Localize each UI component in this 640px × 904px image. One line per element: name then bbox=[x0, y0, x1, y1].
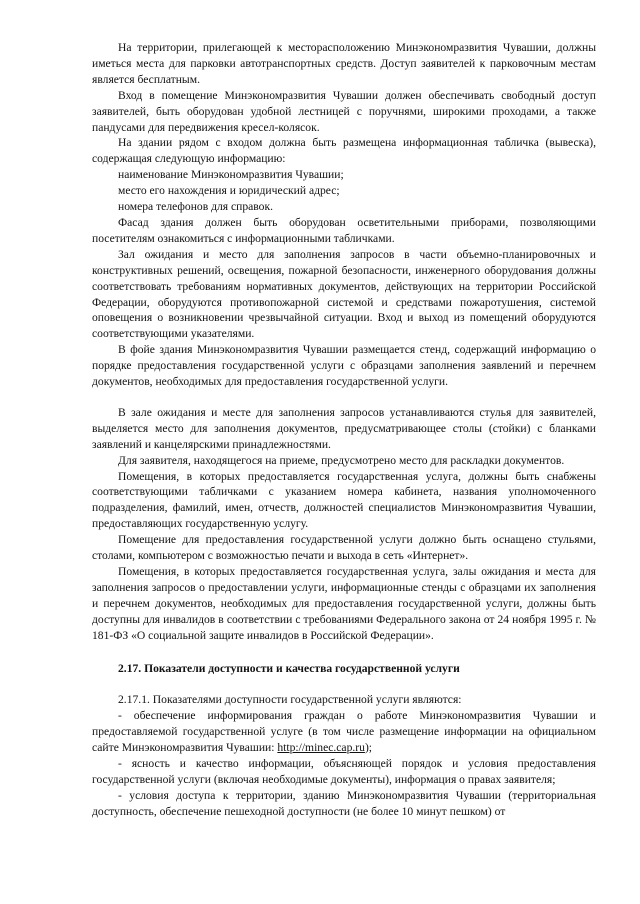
signboard-item-phones: номера телефонов для справок. bbox=[118, 200, 274, 214]
signboard-item-address: место его нахождения и юридический адрес; bbox=[118, 184, 340, 198]
paragraph-foyer-stand: В фойе здания Минэкономразвития Чувашии размещается стенд, содержащий информацию о порядке предоставления государственной услуги с образцами заполнения заявлений и перечнем документов, необходимых для предоставления государственной услуги. bbox=[92, 343, 596, 389]
bullet-informing bbox=[92, 708, 596, 756]
paragraph-waiting-hall: Зал ожидания и место для заполнения запросов в части объемно-планировочных и конструктивных решений, освещения, пожарной безопасности, инженерного оборудования должны соответствовать требованиям нормативных документов, действующих на территории Российской Федерации, оборудуются противопожарной системой и средствами пожаротушения, системой оповещения о возникновении чрезвычайной ситуации. Вход и выход из помещений оборудуются соответствующими указателями. bbox=[92, 247, 596, 341]
bullet-clarity: - ясность и качество информации, объясняющей порядок и условия предоставления государственной услуги (включая необходимые документы), информация о правах заявителя; bbox=[92, 757, 596, 786]
bullet-access-conditions: - условия доступа к территории, зданию Минэкономразвития Чувашии (территориальная доступность, обеспечение пешеходной доступности (не более 10 минут пешком) от bbox=[92, 788, 596, 818]
signboard-item-name: наименование Минэкономразвития Чувашии; bbox=[118, 168, 344, 182]
paragraph-documents-place: Для заявителя, находящегося на приеме, предусмотрено место для раскладки документов. bbox=[118, 453, 565, 467]
paragraph-facade: Фасад здания должен быть оборудован осветительными приборами, позволяющими посетителям ознакомиться с информационными табличками. bbox=[92, 215, 596, 245]
paragraph-signboard: На здании рядом с входом должна быть размещена информационная табличка (вывеска), содержащая следующую информацию: bbox=[92, 136, 596, 166]
bullet-informing-tail: ); bbox=[364, 741, 373, 755]
document-body bbox=[92, 40, 596, 820]
paragraph-accessibility: Помещения, в которых предоставляется государственная услуга, залы ожидания и места для заполнения запросов о предоставлении услуги, информационные стенды с образцами их заполнения и перечнем документов, необходимых для предоставления государственной услуги, должны быть доступны для инвалидов в соответствии с требованиями Федерального закона от 24 ноября 1995 г. № 181-ФЗ «О социальной защите инвалидов в Российской Федерации». bbox=[92, 565, 596, 642]
paragraph-equipment: Помещение для предоставления государственной услуги должно быть оснащено стульями, столами, компьютером с возможностью печати и выхода в сеть «Интернет». bbox=[92, 533, 596, 563]
paragraph-parking: На территории, прилегающей к месторасположению Минэкономразвития Чувашии, должны иметься места для парковки автотранспортных средств. Доступ заявителей к парковочным местам является бесплатным. bbox=[92, 41, 596, 86]
section-heading: 2.17. Показатели доступности и качества государственной услуги bbox=[118, 661, 460, 675]
paragraph-entrance: Вход в помещение Минэкономразвития Чувашии должен обеспечивать свободный доступ заявителей, быть оборудован удобной лестницей с поручнями, широкими проходами, а также пандусами для передвижения кресел-колясок. bbox=[92, 88, 596, 134]
website-link[interactable]: http://minec.cap.ru bbox=[277, 741, 365, 755]
subsection-intro: 2.17.1. Показателями доступности государственной услуги являются: bbox=[118, 693, 462, 707]
paragraph-room-signs: Помещения, в которых предоставляется государственная услуга, должны быть снабжены соответствующими табличками с указанием номера кабинета, названия уполномоченного подразделения, фамилий, имен, отчеств, должностей специалистов Минэкономразвития Чувашии, предоставляющих государственную услугу. bbox=[92, 469, 596, 531]
paragraph-chairs: В зале ожидания и месте для заполнения запросов устанавливаются стулья для заявителей, выделяется место для заполнения документов, предусматривающее столы (стойки) с бланками заявлений и канцелярскими принадлежностями. bbox=[92, 405, 596, 451]
bullet-informing-text: - обеспечение информирования граждан о работе Минэкономразвития Чувашии и предоставляемой государственной услуге (в том числе размещение информации на официальном сайте Минэкономразвития Чувашии: bbox=[92, 709, 596, 755]
